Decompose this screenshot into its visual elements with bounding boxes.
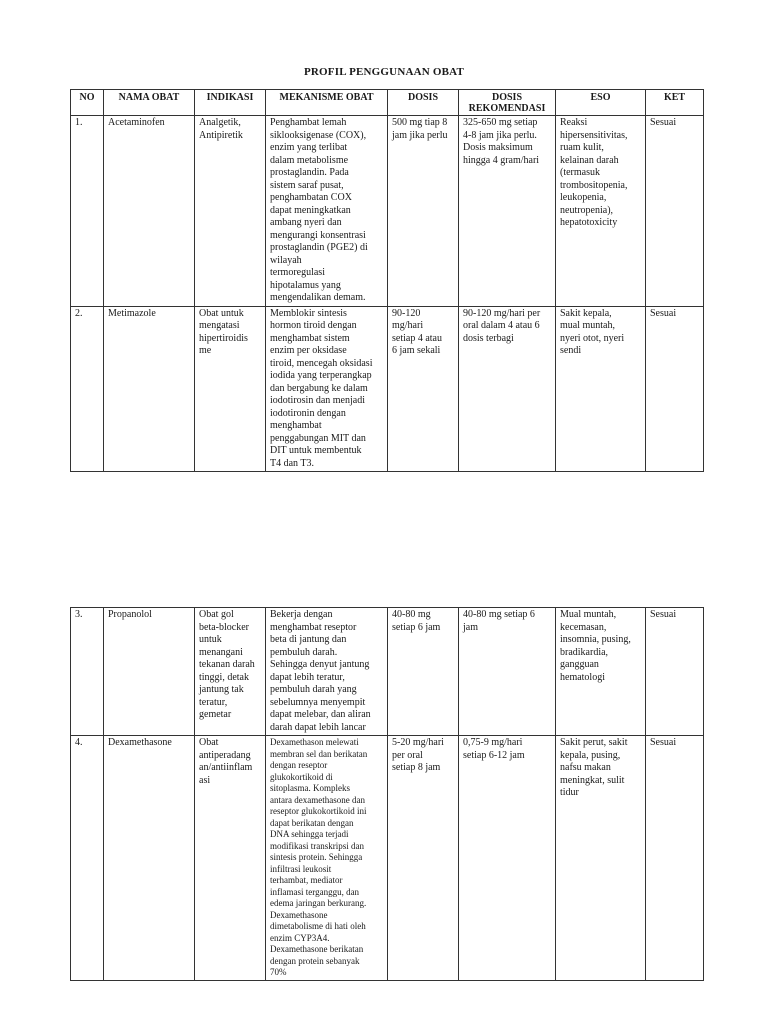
cell-no: 3. bbox=[71, 608, 104, 736]
document-title: PROFIL PENGGUNAAN OBAT bbox=[303, 66, 465, 78]
table-header-row bbox=[71, 90, 704, 116]
table-row bbox=[71, 306, 704, 472]
cell-indikasi: Obat antiperadang an/antiinflam asi bbox=[195, 736, 266, 981]
header-indikasi: INDIKASI bbox=[195, 90, 266, 116]
cell-no: 2. bbox=[71, 306, 104, 472]
header-mekanisme: MEKANISME OBAT bbox=[266, 90, 388, 116]
header-dosis: DOSIS bbox=[388, 90, 459, 116]
table-row bbox=[71, 608, 704, 736]
cell-mekanisme: Dexamethason melewati membran sel dan berikatan dengan reseptor glukokortikoid di sitoplasma. Kompleks antara dexamethasone dan reseptor glukokortikoid ini dapat berikatan dengan DNA sehingga terjadi modifikasi transkripsi dan sintesis protein. Sehingga infiltrasi leukosit terhambat, mediator inflamasi terganggu, dan edema jaringan berkurang. Dexamethasone dimetabolisme di hati oleh enzim CYP3A4. Dexamethasone berikatan dengan protein sebanyak 70% bbox=[266, 736, 388, 981]
cell-nama-obat: Dexamethasone bbox=[104, 736, 195, 981]
header-dosis-rekomendasi: DOSIS REKOMENDASI bbox=[459, 90, 556, 116]
cell-dosis: 5-20 mg/hari per oral setiap 8 jam bbox=[388, 736, 459, 981]
cell-mekanisme: Memblokir sintesis hormon tiroid dengan menghambat sistem enzim per oksidase tiroid, mencegah oksidasi iodida yang terperangkap dan bergabung ke dalam iodotirosin dan menjadi iodotironin dengan menghambat penggabungan MIT dan DIT untuk membentuk T4 dan T3. bbox=[266, 306, 388, 472]
cell-nama-obat: Acetaminofen bbox=[104, 116, 195, 307]
cell-dosis: 90-120 mg/hari setiap 4 atau 6 jam sekali bbox=[388, 306, 459, 472]
table-row bbox=[71, 116, 704, 307]
header-eso: ESO bbox=[556, 90, 646, 116]
cell-ket: Sesuai bbox=[646, 736, 704, 981]
cell-indikasi: Analgetik, Antipiretik bbox=[195, 116, 266, 307]
header-ket: KET bbox=[646, 90, 704, 116]
cell-ket: Sesuai bbox=[646, 306, 704, 472]
header-nama-obat: NAMA OBAT bbox=[104, 90, 195, 116]
cell-eso: Mual muntah, kecemasan, insomnia, pusing, bradikardia, gangguan hematologi bbox=[556, 608, 646, 736]
cell-dosis: 40-80 mg setiap 6 jam bbox=[388, 608, 459, 736]
cell-mekanisme: Penghambat lemah siklooksigenase (COX), enzim yang terlibat dalam metabolisme prostaglandin. Pada sistem saraf pusat, penghambatan COX dapat meningkatkan ambang nyeri dan mengurangi konsentrasi prostaglandin (PGE2) di wilayah termoregulasi hipotalamus yang mengendalikan demam. bbox=[266, 116, 388, 307]
cell-indikasi: Obat untuk mengatasi hipertiroidis me bbox=[195, 306, 266, 472]
cell-dosis: 500 mg tiap 8 jam jika perlu bbox=[388, 116, 459, 307]
cell-eso: Reaksi hipersensitivitas, ruam kulit, kelainan darah (termasuk trombositopenia, leukopenia, neutropenia), hepatotoxicity bbox=[556, 116, 646, 307]
cell-mekanisme: Bekerja dengan menghambat reseptor beta di jantung dan pembuluh darah. Sehingga denyut jantung dapat lebih teratur, pembuluh darah yang sebelumnya menyempit dapat melebar, dan aliran darah dapat lebih lancar bbox=[266, 608, 388, 736]
cell-no: 1. bbox=[71, 116, 104, 307]
drug-profile-table bbox=[70, 89, 704, 472]
drug-profile-table-continued bbox=[70, 607, 704, 981]
table-row bbox=[71, 736, 704, 981]
cell-dosis-rekomendasi: 90-120 mg/hari per oral dalam 4 atau 6 dosis terbagi bbox=[459, 306, 556, 472]
cell-eso: Sakit kepala, mual muntah, nyeri otot, nyeri sendi bbox=[556, 306, 646, 472]
cell-dosis-rekomendasi: 325-650 mg setiap 4-8 jam jika perlu. Dosis maksimum hingga 4 gram/hari bbox=[459, 116, 556, 307]
cell-ket: Sesuai bbox=[646, 608, 704, 736]
cell-no: 4. bbox=[71, 736, 104, 981]
cell-ket: Sesuai bbox=[646, 116, 704, 307]
cell-dosis-rekomendasi: 40-80 mg setiap 6 jam bbox=[459, 608, 556, 736]
cell-nama-obat: Metimazole bbox=[104, 306, 195, 472]
cell-eso: Sakit perut, sakit kepala, pusing, nafsu makan meningkat, sulit tidur bbox=[556, 736, 646, 981]
cell-indikasi: Obat gol beta-blocker untuk menangani tekanan darah tinggi, detak jantung tak teratur, gemetar bbox=[195, 608, 266, 736]
cell-nama-obat: Propanolol bbox=[104, 608, 195, 736]
header-no: NO bbox=[71, 90, 104, 116]
cell-dosis-rekomendasi: 0,75-9 mg/hari setiap 6-12 jam bbox=[459, 736, 556, 981]
